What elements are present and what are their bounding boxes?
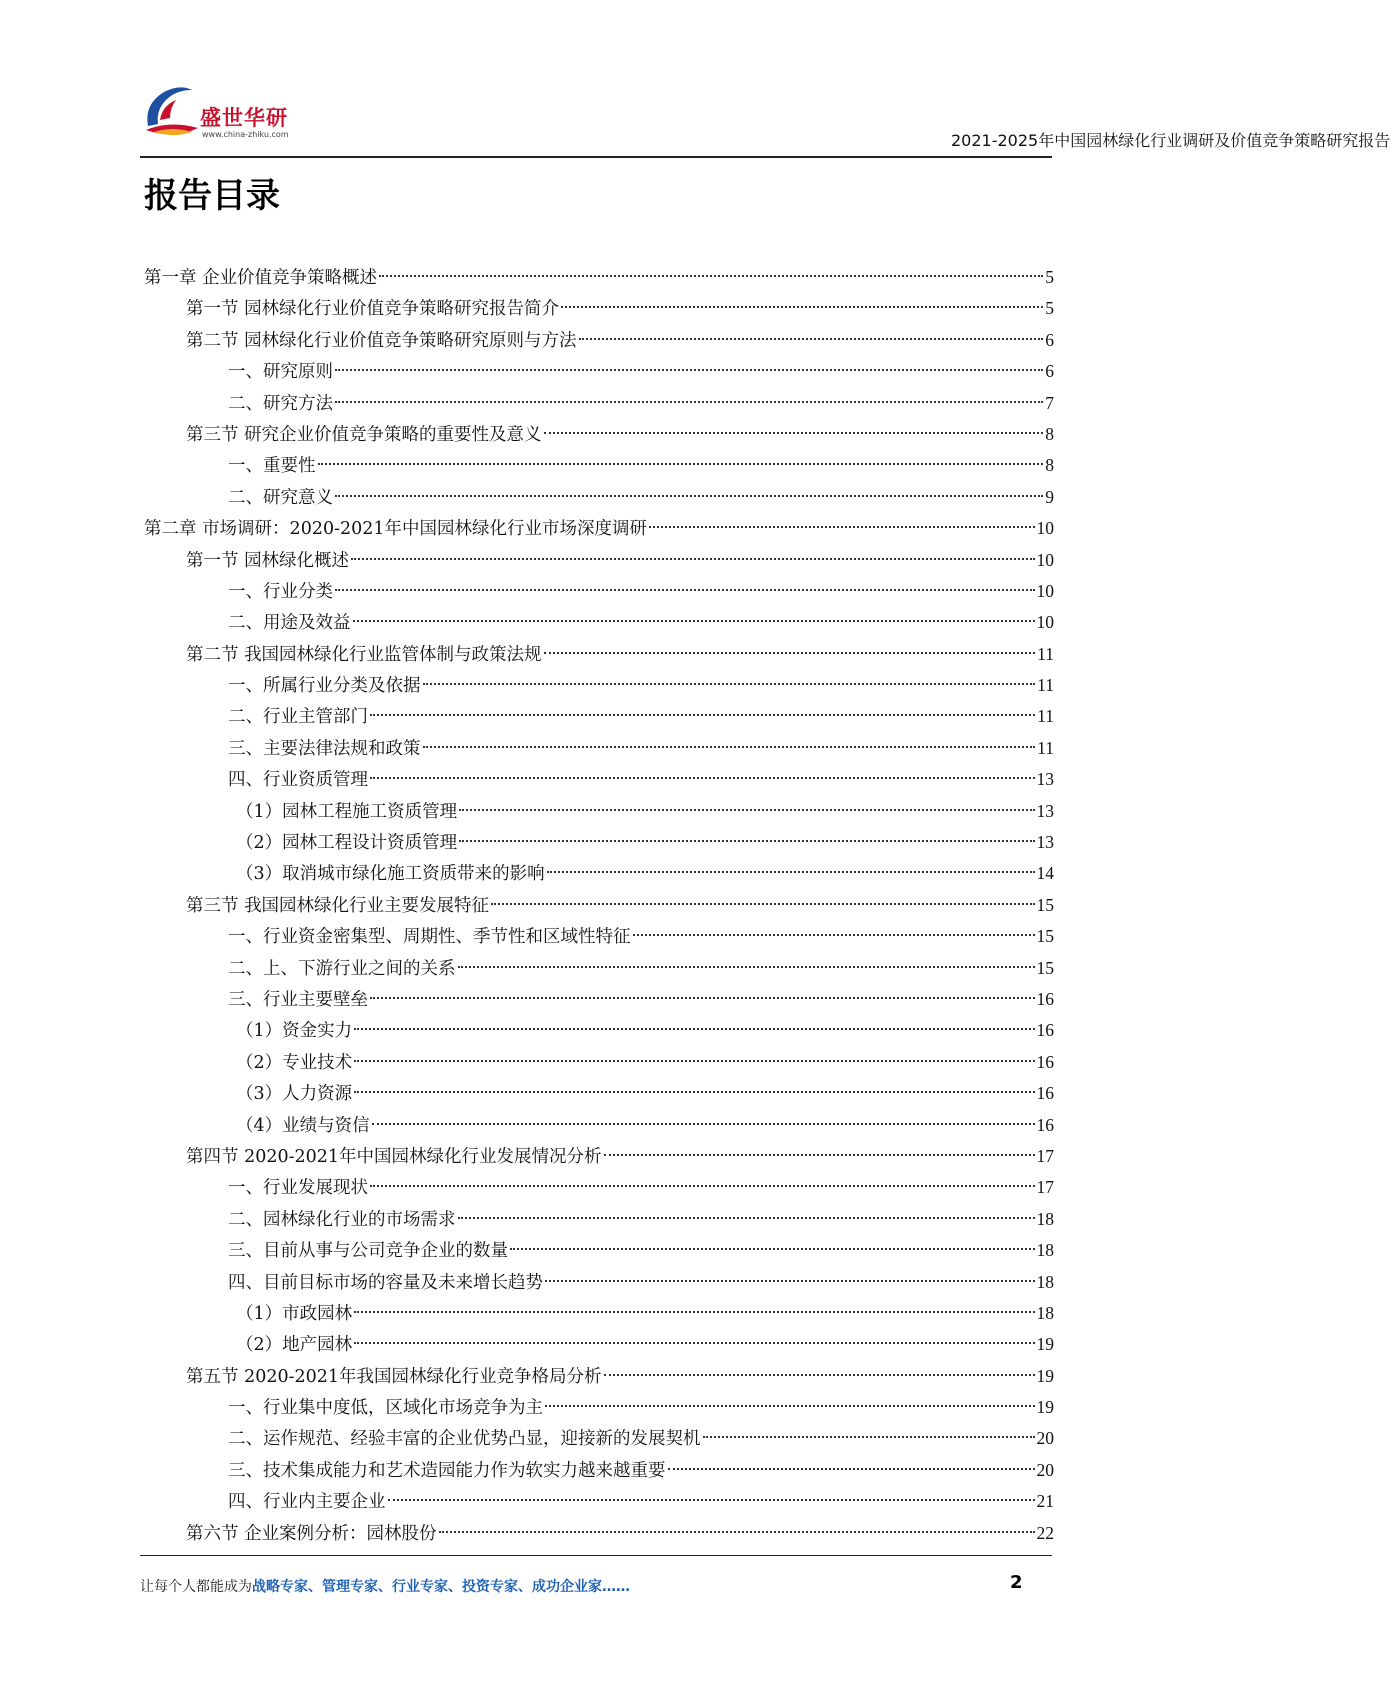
toc-entry-label: 一、研究原则 <box>228 362 333 383</box>
toc-entry[interactable] <box>144 356 1054 387</box>
toc-entry-page: 16 <box>1036 988 1054 1009</box>
toc-entry-page: 17 <box>1036 1177 1054 1198</box>
toc-entry-label: （1）资金实力 <box>236 1021 353 1042</box>
toc-dot-leader <box>458 965 1035 968</box>
toc-entry-page: 18 <box>1036 1240 1054 1261</box>
toc-entry[interactable] <box>144 796 1054 827</box>
toc-dot-leader <box>439 1530 1035 1533</box>
toc-entry-label: （3）取消城市绿化施工资质带来的影响 <box>236 864 545 885</box>
toc-dot-leader <box>545 1279 1035 1282</box>
toc-entry-label: 一、所属行业分类及依据 <box>228 676 421 697</box>
toc-entry-page: 20 <box>1036 1459 1054 1480</box>
toc-entry[interactable] <box>144 890 1054 921</box>
toc-entry[interactable] <box>144 1078 1054 1109</box>
toc-entry[interactable] <box>144 1267 1054 1298</box>
toc-dot-leader <box>633 933 1035 936</box>
toc-dot-leader <box>604 1373 1035 1376</box>
toc-entry-label: 第六节 企业案例分析：园林股份 <box>186 1523 437 1544</box>
toc-entry-label: 二、园林绿化行业的市场需求 <box>228 1209 456 1230</box>
toc-dot-leader <box>354 1310 1034 1313</box>
footer-slogan-highlight: 战略专家、管理专家、行业专家、投资专家、成功企业家…… <box>252 1579 630 1595</box>
toc-entry-label: 三、行业主要壁垒 <box>228 989 368 1010</box>
toc-entry[interactable] <box>144 764 1054 795</box>
toc-entry-label: 一、行业分类 <box>228 581 333 602</box>
toc-entry-page: 15 <box>1036 894 1054 915</box>
toc-entry-page: 6 <box>1045 361 1054 382</box>
toc-entry[interactable] <box>144 1110 1054 1141</box>
toc-dot-leader <box>370 996 1035 999</box>
toc-entry-page: 8 <box>1045 423 1054 444</box>
footer-slogan-prefix: 让每个人都能成为 <box>140 1579 252 1595</box>
toc-dot-leader <box>544 651 1036 654</box>
toc-dot-leader <box>604 1153 1035 1156</box>
toc-entry-page: 10 <box>1036 612 1054 633</box>
toc-dot-leader <box>372 1122 1035 1125</box>
logo-url: www.china-zhiku.com <box>202 130 289 139</box>
toc-entry[interactable] <box>144 953 1054 984</box>
report-title: 2021-2025年中国园林绿化行业调研及价值竞争策略研究报告 <box>951 131 1390 150</box>
toc-entry-label: （1）市政园林 <box>236 1303 353 1324</box>
toc-entry[interactable] <box>144 1361 1054 1392</box>
toc-entry-page: 19 <box>1036 1334 1054 1355</box>
toc-dot-leader <box>354 1027 1034 1030</box>
toc-entry-label: 二、研究方法 <box>228 393 333 414</box>
toc-entry-page: 20 <box>1036 1428 1054 1449</box>
toc-entry-page: 16 <box>1036 1114 1054 1135</box>
toc-entry[interactable] <box>144 1486 1054 1517</box>
toc-entry-page: 10 <box>1036 518 1054 539</box>
toc-entry-label: 二、用途及效益 <box>228 613 351 634</box>
toc-entry-label: （2）地产园林 <box>236 1335 353 1356</box>
toc-entry-label: 一、行业资金密集型、周期性、季节性和区域性特征 <box>228 927 631 948</box>
toc-entry-page: 16 <box>1036 1051 1054 1072</box>
toc-dot-leader <box>459 808 1034 811</box>
toc-dot-leader <box>510 1247 1035 1250</box>
toc-entry-page: 11 <box>1037 737 1054 758</box>
toc-dot-leader <box>579 337 1044 340</box>
toc-entry[interactable] <box>144 733 1054 764</box>
toc-entry-label: 第三节 研究企业价值竞争策略的重要性及意义 <box>186 424 542 445</box>
toc-entry-label: 二、上、下游行业之间的关系 <box>228 958 456 979</box>
toc-entry[interactable] <box>144 701 1054 732</box>
page-title: 报告目录 <box>144 176 280 216</box>
toc-entry[interactable] <box>144 607 1054 638</box>
toc-entry-page: 8 <box>1045 455 1054 476</box>
toc-entry-page: 19 <box>1036 1397 1054 1418</box>
toc-entry-label: （3）人力资源 <box>236 1084 353 1105</box>
toc-entry-label: 第一节 园林绿化概述 <box>186 550 350 571</box>
toc-dot-leader <box>370 713 1035 716</box>
toc-dot-leader <box>335 494 1043 497</box>
toc-dot-leader <box>353 619 1035 622</box>
toc-entry-page: 10 <box>1036 549 1054 570</box>
toc-dot-leader <box>458 1216 1035 1219</box>
toc-entry[interactable] <box>144 827 1054 858</box>
toc-entry-label: 第一章 企业价值竞争策略概述 <box>144 268 378 288</box>
toc-entry-page: 11 <box>1037 675 1054 696</box>
toc-entry-page: 21 <box>1036 1491 1054 1512</box>
toc-entry-label: （4）业绩与资信 <box>236 1115 370 1136</box>
toc-entry-page: 22 <box>1036 1522 1054 1543</box>
toc-entry-page: 13 <box>1036 769 1054 790</box>
toc-entry-label: 三、目前从事与公司竞争企业的数量 <box>228 1241 508 1262</box>
table-of-contents <box>144 262 1054 1549</box>
toc-entry-label: 第三节 我国园林绿化行业主要发展特征 <box>186 895 490 916</box>
toc-entry-label: 三、技术集成能力和艺术造园能力作为软实力越来越重要 <box>228 1460 666 1481</box>
toc-entry[interactable] <box>144 262 1054 293</box>
toc-entry-page: 18 <box>1036 1208 1054 1229</box>
footer-divider <box>140 1555 1052 1556</box>
toc-entry[interactable] <box>144 1392 1054 1423</box>
toc-entry-page: 19 <box>1036 1365 1054 1386</box>
toc-entry-page: 11 <box>1037 706 1054 727</box>
toc-dot-leader <box>491 902 1034 905</box>
toc-dot-leader <box>561 305 1043 308</box>
toc-entry[interactable] <box>144 545 1054 576</box>
toc-entry-page: 5 <box>1045 267 1054 287</box>
toc-entry-label: （2）专业技术 <box>236 1052 353 1073</box>
toc-entry-page: 16 <box>1036 1083 1054 1104</box>
toc-dot-leader <box>459 839 1034 842</box>
logo-swirl-icon <box>140 80 204 144</box>
toc-entry[interactable] <box>144 1172 1054 1203</box>
toc-entry-label: （2）园林工程设计资质管理 <box>236 833 458 854</box>
toc-entry-label: 第五节 2020-2021年我国园林绿化行业竞争格局分析 <box>186 1366 602 1387</box>
toc-dot-leader <box>354 1341 1034 1344</box>
toc-entry-label: （1）园林工程施工资质管理 <box>236 801 458 822</box>
toc-entry-label: 第四节 2020-2021年中国园林绿化行业发展情况分析 <box>186 1146 602 1167</box>
toc-entry-page: 10 <box>1036 580 1054 601</box>
toc-entry[interactable] <box>144 1329 1054 1360</box>
toc-dot-leader <box>318 462 1044 465</box>
toc-dot-leader <box>544 431 1044 434</box>
toc-entry-page: 7 <box>1045 392 1054 413</box>
toc-entry-page: 18 <box>1036 1271 1054 1292</box>
toc-dot-leader <box>379 274 1043 277</box>
toc-entry[interactable] <box>144 670 1054 701</box>
toc-entry[interactable] <box>144 1235 1054 1266</box>
toc-entry-page: 13 <box>1036 800 1054 821</box>
toc-entry-label: 第二节 我国园林绿化行业监管体制与政策法规 <box>186 644 542 665</box>
toc-entry-page: 13 <box>1036 832 1054 853</box>
toc-entry-label: 一、行业发展现状 <box>228 1178 368 1199</box>
toc-entry[interactable] <box>144 1015 1054 1046</box>
toc-dot-leader <box>703 1435 1035 1438</box>
toc-entry[interactable] <box>144 482 1054 513</box>
toc-entry[interactable] <box>144 1047 1054 1078</box>
toc-dot-leader <box>388 1498 1035 1501</box>
toc-entry-label: 四、行业资质管理 <box>228 770 368 791</box>
toc-entry[interactable] <box>144 1518 1054 1549</box>
toc-entry[interactable] <box>144 388 1054 419</box>
toc-entry-label: 二、运作规范、经验丰富的企业优势凸显，迎接新的发展契机 <box>228 1429 701 1450</box>
toc-entry-page: 16 <box>1036 1020 1054 1041</box>
company-logo <box>140 80 310 150</box>
toc-entry[interactable] <box>144 513 1054 544</box>
toc-dot-leader <box>370 1184 1035 1187</box>
toc-entry[interactable] <box>144 450 1054 481</box>
toc-entry-page: 5 <box>1045 298 1054 319</box>
toc-entry[interactable] <box>144 858 1054 889</box>
toc-entry-label: 四、行业内主要企业 <box>228 1492 386 1513</box>
footer-slogan <box>140 1576 630 1596</box>
toc-dot-leader <box>547 870 1035 873</box>
toc-dot-leader <box>335 368 1043 371</box>
logo-name: 盛世华研 <box>200 106 288 130</box>
toc-entry[interactable] <box>144 1298 1054 1329</box>
toc-entry-page: 18 <box>1036 1302 1054 1323</box>
toc-dot-leader <box>351 557 1034 560</box>
toc-entry-label: 第二章 市场调研：2020-2021年中国园林绿化行业市场深度调研 <box>144 519 648 540</box>
toc-entry[interactable] <box>144 1423 1054 1454</box>
toc-dot-leader <box>354 1090 1034 1093</box>
toc-dot-leader <box>668 1467 1035 1470</box>
toc-entry-page: 15 <box>1036 957 1054 978</box>
toc-entry[interactable] <box>144 921 1054 952</box>
toc-entry[interactable] <box>144 325 1054 356</box>
toc-entry[interactable] <box>144 1204 1054 1235</box>
toc-entry[interactable] <box>144 984 1054 1015</box>
toc-dot-leader <box>545 1404 1035 1407</box>
toc-entry-page: 6 <box>1045 329 1054 350</box>
toc-entry-page: 14 <box>1036 863 1054 884</box>
toc-entry[interactable] <box>144 1141 1054 1172</box>
toc-dot-leader <box>335 588 1035 591</box>
toc-entry-label: 二、研究意义 <box>228 487 333 508</box>
toc-dot-leader <box>649 525 1034 528</box>
toc-entry[interactable] <box>144 293 1054 324</box>
header-divider <box>140 156 1052 158</box>
toc-entry[interactable] <box>144 639 1054 670</box>
toc-entry-page: 15 <box>1036 926 1054 947</box>
toc-entry-label: 一、行业集中度低，区域化市场竞争为主 <box>228 1398 543 1419</box>
toc-entry[interactable] <box>144 1455 1054 1486</box>
toc-dot-leader <box>423 745 1036 748</box>
toc-entry-page: 11 <box>1037 643 1054 664</box>
toc-entry-page: 17 <box>1036 1145 1054 1166</box>
toc-entry-label: 一、重要性 <box>228 456 316 477</box>
toc-entry[interactable] <box>144 419 1054 450</box>
toc-entry-page: 9 <box>1045 486 1054 507</box>
toc-entry-label: 三、主要法律法规和政策 <box>228 738 421 759</box>
toc-dot-leader <box>370 776 1035 779</box>
toc-dot-leader <box>354 1059 1034 1062</box>
toc-dot-leader <box>335 400 1043 403</box>
toc-entry[interactable] <box>144 576 1054 607</box>
toc-entry-label: 第一节 园林绿化行业价值竞争策略研究报告简介 <box>186 299 560 320</box>
toc-entry-label: 第二节 园林绿化行业价值竞争策略研究原则与方法 <box>186 330 577 351</box>
page-number: 2 <box>1010 1572 1023 1593</box>
toc-dot-leader <box>423 682 1036 685</box>
toc-entry-label: 二、行业主管部门 <box>228 707 368 728</box>
toc-entry-label: 四、目前目标市场的容量及未来增长趋势 <box>228 1272 543 1293</box>
